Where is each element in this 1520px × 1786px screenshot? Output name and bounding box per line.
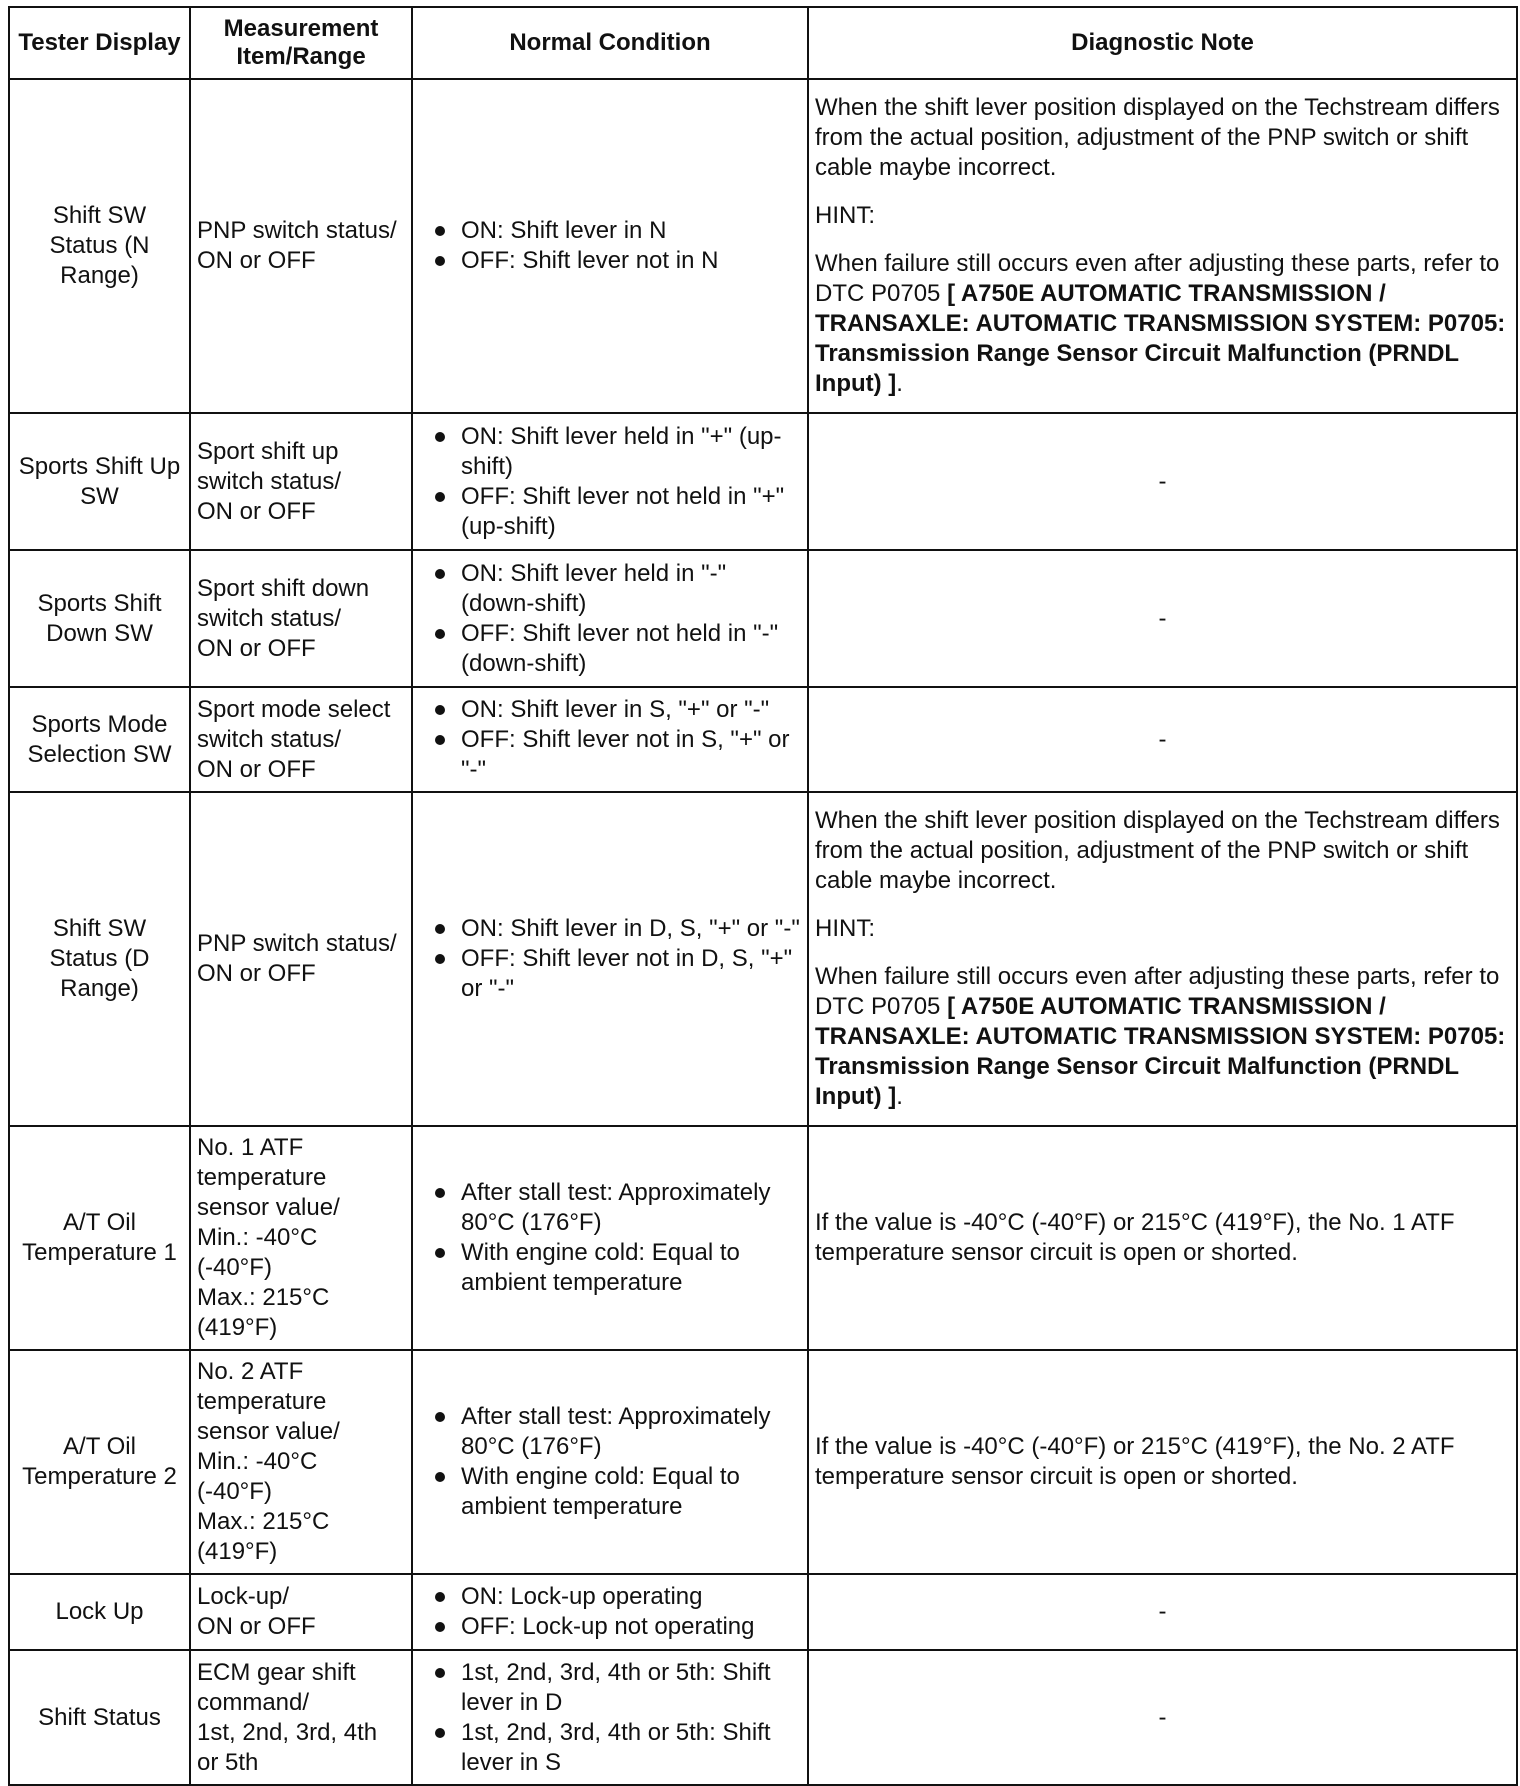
table-row — [9, 687, 1517, 792]
normal-condition-cell — [412, 1574, 808, 1650]
note-hint-label: HINT: — [815, 915, 875, 942]
condition-list — [419, 559, 801, 679]
note-text-end: . — [896, 370, 903, 397]
diagnostic-note-cell: - — [808, 413, 1517, 550]
measurement-item-cell: No. 2 ATF temperature sensor value/ Min.: -40°C (-40°F) Max.: 215°C (419°F) — [190, 1350, 412, 1574]
condition-item: 1st, 2nd, 3rd, 4th or 5th: Shift lever in D — [419, 1658, 801, 1718]
tester-display-cell: A/T Oil Temperature 2 — [9, 1350, 190, 1574]
condition-item: 1st, 2nd, 3rd, 4th or 5th: Shift lever in S — [419, 1718, 801, 1778]
diagnostic-note-cell: - — [808, 550, 1517, 687]
condition-item: ON: Shift lever in N — [419, 216, 801, 246]
header-row — [9, 7, 1517, 79]
note-text-end: . — [896, 1083, 903, 1110]
table-row — [9, 413, 1517, 550]
condition-item: ON: Shift lever held in "+" (up-shift) — [419, 422, 801, 482]
condition-list — [419, 216, 801, 276]
note-paragraph: When the shift lever position displayed on the Techstream differs from the actual position, adjustment of the PNP switch or shift cable maybe incorrect. — [815, 807, 1500, 894]
table-row — [9, 792, 1517, 1126]
normal-condition-cell — [412, 687, 808, 792]
condition-list — [419, 1658, 801, 1778]
diagnostic-note-cell: - — [808, 687, 1517, 792]
tester-display-cell: Shift SW Status (N Range) — [9, 79, 190, 413]
table-row — [9, 550, 1517, 687]
condition-item: ON: Shift lever held in "-" (down-shift) — [419, 559, 801, 619]
condition-item: With engine cold: Equal to ambient temperature — [419, 1238, 801, 1298]
measurement-item-cell: Sport shift down switch status/ ON or OFF — [190, 550, 412, 687]
normal-condition-cell — [412, 1350, 808, 1574]
condition-list — [419, 1582, 801, 1642]
header-normal-condition: Normal Condition — [412, 7, 808, 79]
table-row — [9, 79, 1517, 413]
note-hint-label: HINT: — [815, 202, 875, 229]
dtc-reference-link[interactable]: [ A750E AUTOMATIC TRANSMISSION / TRANSAXLE: AUTOMATIC TRANSMISSION SYSTEM: P0705: Transmission Range Sensor Circuit Malfunction (PRNDL Input) ] — [815, 993, 1506, 1110]
header-measurement-item: Measurement Item/Range — [190, 7, 412, 79]
diagnostic-note-cell: - — [808, 1574, 1517, 1650]
diagnostic-note-cell: - — [808, 1650, 1517, 1785]
note-paragraph — [815, 249, 1510, 399]
note-text: When failure still occurs even after adjusting these parts, refer to DTC P0705 — [815, 963, 1500, 1020]
measurement-item-cell: PNP switch status/ ON or OFF — [190, 792, 412, 1126]
table-body — [9, 79, 1517, 1785]
condition-list — [419, 1402, 801, 1522]
condition-item: OFF: Shift lever not held in "-" (down-shift) — [419, 619, 801, 679]
measurement-item-cell: ECM gear shift command/ 1st, 2nd, 3rd, 4th or 5th — [190, 1650, 412, 1785]
condition-item: ON: Lock-up operating — [419, 1582, 801, 1612]
diagnostic-note-cell: If the value is -40°C (-40°F) or 215°C (419°F), the No. 2 ATF temperature sensor circuit is open or shorted. — [808, 1350, 1517, 1574]
normal-condition-cell — [412, 550, 808, 687]
diagnostic-note-cell: If the value is -40°C (-40°F) or 215°C (419°F), the No. 1 ATF temperature sensor circuit is open or shorted. — [808, 1126, 1517, 1350]
note-paragraph — [815, 962, 1510, 1112]
measurement-item-cell: Sport mode select switch status/ ON or OFF — [190, 687, 412, 792]
condition-item: With engine cold: Equal to ambient temperature — [419, 1462, 801, 1522]
measurement-item-cell: No. 1 ATF temperature sensor value/ Min.: -40°C (-40°F) Max.: 215°C (419°F) — [190, 1126, 412, 1350]
normal-condition-cell — [412, 1650, 808, 1785]
condition-item: OFF: Shift lever not in S, "+" or "-" — [419, 725, 801, 785]
note-text: When failure still occurs even after adjusting these parts, refer to DTC P0705 — [815, 250, 1500, 307]
header-diagnostic-note: Diagnostic Note — [808, 7, 1517, 79]
table-row — [9, 1574, 1517, 1650]
table-row — [9, 1650, 1517, 1785]
normal-condition-cell — [412, 792, 808, 1126]
diagnostic-note-cell — [808, 792, 1517, 1126]
condition-item: OFF: Shift lever not in D, S, "+" or "-" — [419, 944, 801, 1004]
condition-item: After stall test: Approximately 80°C (176°F) — [419, 1178, 801, 1238]
normal-condition-cell — [412, 79, 808, 413]
condition-item: OFF: Lock-up not operating — [419, 1612, 801, 1642]
normal-condition-cell — [412, 413, 808, 550]
condition-list — [419, 422, 801, 542]
condition-list — [419, 914, 801, 1004]
data-list-table — [8, 6, 1518, 1786]
condition-list — [419, 1178, 801, 1298]
tester-display-cell: Sports Mode Selection SW — [9, 687, 190, 792]
normal-condition-cell — [412, 1126, 808, 1350]
condition-item: After stall test: Approximately 80°C (176°F) — [419, 1402, 801, 1462]
condition-item: OFF: Shift lever not in N — [419, 246, 801, 276]
condition-item: OFF: Shift lever not held in "+" (up-shift) — [419, 482, 801, 542]
tester-display-cell: Sports Shift Down SW — [9, 550, 190, 687]
condition-item: ON: Shift lever in S, "+" or "-" — [419, 695, 801, 725]
measurement-item-cell: PNP switch status/ ON or OFF — [190, 79, 412, 413]
measurement-item-cell: Sport shift up switch status/ ON or OFF — [190, 413, 412, 550]
table-row — [9, 1126, 1517, 1350]
tester-display-cell: A/T Oil Temperature 1 — [9, 1126, 190, 1350]
condition-item: ON: Shift lever in D, S, "+" or "-" — [419, 914, 801, 944]
diagnostic-note-cell — [808, 79, 1517, 413]
table-row — [9, 1350, 1517, 1574]
tester-display-cell: Lock Up — [9, 1574, 190, 1650]
tester-display-cell: Shift SW Status (D Range) — [9, 792, 190, 1126]
tester-display-cell: Shift Status — [9, 1650, 190, 1785]
tester-display-cell: Sports Shift Up SW — [9, 413, 190, 550]
measurement-item-cell: Lock-up/ ON or OFF — [190, 1574, 412, 1650]
header-tester-display: Tester Display — [9, 7, 190, 79]
note-paragraph: When the shift lever position displayed on the Techstream differs from the actual position, adjustment of the PNP switch or shift cable maybe incorrect. — [815, 94, 1500, 181]
dtc-reference-link[interactable]: [ A750E AUTOMATIC TRANSMISSION / TRANSAXLE: AUTOMATIC TRANSMISSION SYSTEM: P0705: Transmission Range Sensor Circuit Malfunction (PRNDL Input) ] — [815, 280, 1506, 397]
condition-list — [419, 695, 801, 785]
